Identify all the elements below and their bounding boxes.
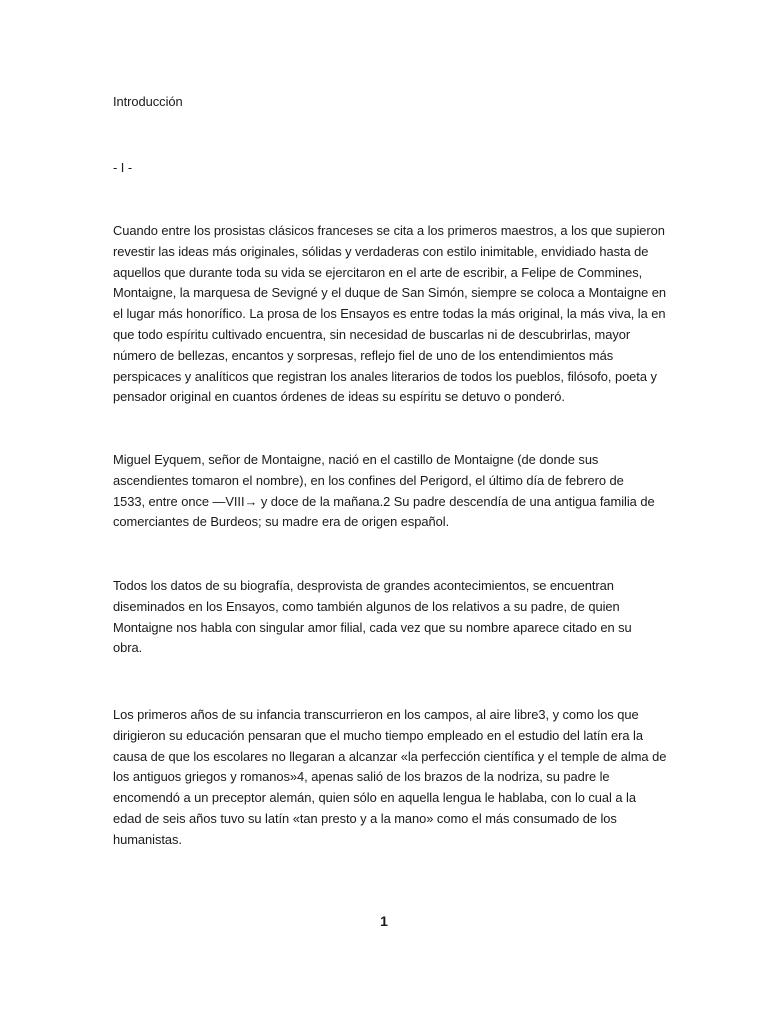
paragraph-line: dirigieron su educación pensaran que el mucho tiempo empleado en el estudio del latín era la	[113, 727, 643, 743]
paragraph-line: revestir las ideas más originales, sólidas y verdaderas con estilo inimitable, envidiado hasta de	[113, 243, 649, 259]
paragraph-line: los antiguos griegos y romanos»4, apenas salió de los brazos de la nodriza, su padre le	[113, 769, 610, 785]
paragraph-line: diseminados en los Ensayos, como también algunos de los relativos a su padre, de quien	[113, 598, 620, 614]
paragraph-line: el lugar más honorífico. La prosa de los Ensayos es entre todas la más original, la más viva, la en	[113, 306, 666, 322]
paragraph-line: Miguel Eyquem, señor de Montaigne, nació en el castillo de Montaigne (de donde sus	[113, 452, 599, 467]
paragraph-line: edad de seis años tuvo su latín «tan presto y a la mano» como el más consumado de los	[113, 811, 617, 826]
section-marker: - I -	[113, 160, 133, 175]
paragraph-line: humanistas.	[113, 831, 182, 847]
paragraph-line: Montaigne, la marquesa de Sevigné y el duque de San Simón, siempre se coloca a Montaigne en	[113, 285, 666, 301]
paragraph-line: perspicaces y analíticos que registran los anales literarios de todos los pueblos, filósofo, poeta y	[113, 368, 657, 384]
paragraph-line: Montaigne nos habla con singular amor filial, cada vez que su nombre aparece citado en su	[113, 619, 632, 635]
paragraph-line: 1533, entre once —VIII→ y doce de la mañana.2 Su padre descendía de una antigua familia de	[113, 493, 655, 509]
document-title: Introducción	[113, 94, 183, 109]
paragraph-line: pensador original en cuantos órdenes de ideas su espíritu se detuvo o ponderó.	[113, 389, 565, 405]
paragraph-line: causa de que los escolares no llegaran a alcanzar «la perfección científica y el temple de alma de	[113, 748, 667, 764]
paragraph-line: que todo espíritu cultivado encuentra, sin necesidad de buscarlas ni de descubrirlas, mayor	[113, 327, 631, 342]
paragraph-line: aquellos que durante toda su vida se ejercitaron en el arte de escribir, a Felipe de Commines,	[113, 264, 643, 280]
paragraph-line: Los primeros años de su infancia transcurrieron en los campos, al aire libre3, y como los que	[113, 707, 639, 722]
paragraph-line: número de bellezas, encantos y sorpresas, reflejo fiel de uno de los entendimientos más	[113, 347, 614, 363]
paragraph-line: obra.	[113, 640, 143, 656]
paragraph-line: ascendientes tomaron el nombre), en los confines del Perigord, el último día de febrero de	[113, 472, 624, 488]
page-number: 1	[380, 913, 388, 929]
paragraph-line: encomendó a un preceptor alemán, quien sólo en aquella lengua le hablaba, con lo cual a la	[113, 790, 636, 806]
paragraph-line: Cuando entre los prosistas clásicos franceses se cita a los primeros maestros, a los que supieron	[113, 223, 665, 238]
paragraph-line: comerciantes de Burdeos; su madre era de origen español.	[113, 514, 450, 530]
paragraph-line: Todos los datos de su biografía, desprovista de grandes acontecimientos, se encuentran	[113, 578, 614, 593]
